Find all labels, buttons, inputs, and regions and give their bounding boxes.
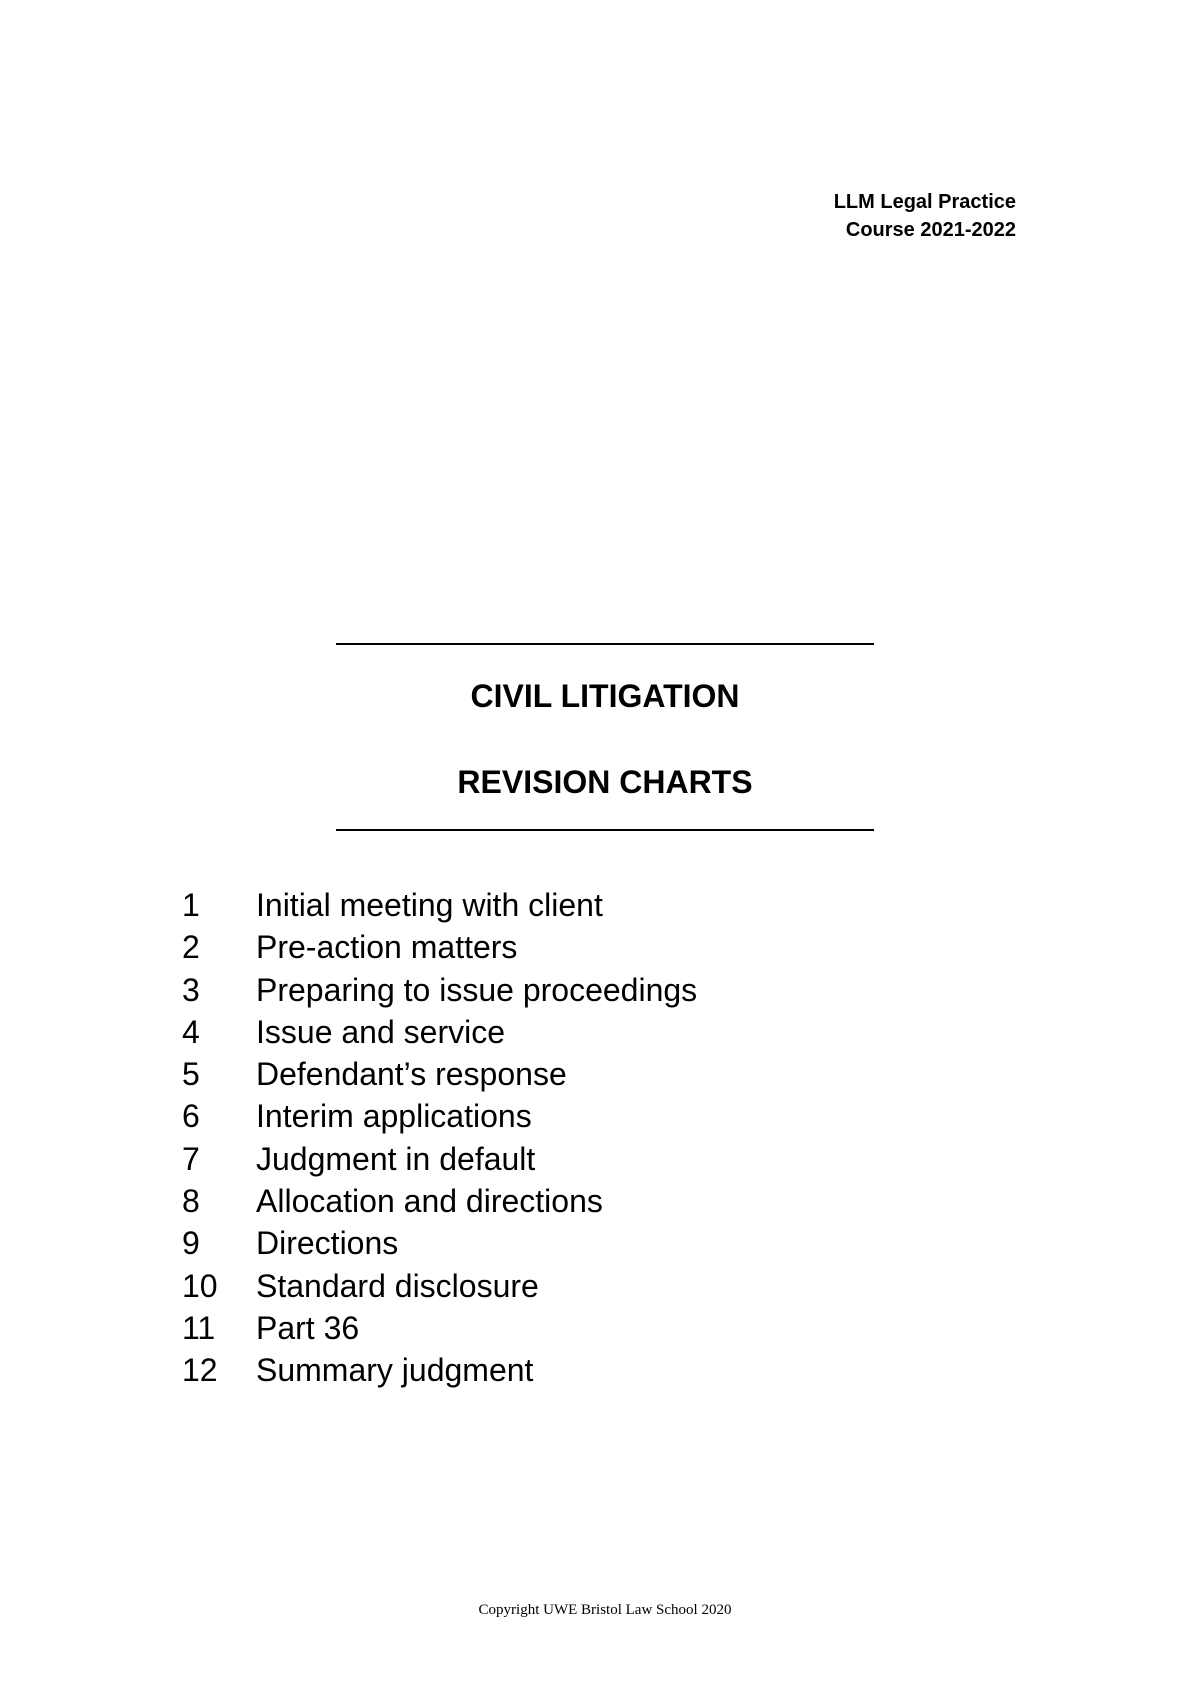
contents-item-label: Part 36 [256, 1309, 360, 1346]
contents-item-label: Judgment in default [256, 1140, 536, 1177]
contents-item [182, 1222, 697, 1264]
document-title: CIVIL LITIGATION [470, 678, 740, 714]
contents-item [182, 969, 697, 1011]
title-rule-top [336, 643, 874, 645]
contents-item [182, 1265, 697, 1307]
contents-item-label: Defendant’s response [256, 1056, 567, 1093]
contents-item [182, 926, 697, 968]
contents-item [182, 1138, 697, 1180]
contents-item [182, 1180, 697, 1222]
course-year: Course 2021-2022 [845, 219, 1016, 241]
contents-item-label: Initial meeting with client [256, 887, 603, 923]
contents-item [182, 1307, 697, 1349]
contents-item-number: 2 [182, 929, 200, 966]
course-header [834, 188, 1016, 244]
contents-item-number: 4 [182, 1013, 200, 1050]
contents-item-number: 9 [182, 1225, 200, 1262]
contents-item [182, 884, 697, 926]
contents-list [182, 884, 697, 1392]
contents-item-number: 10 [182, 1267, 218, 1304]
contents-item-number: 3 [182, 971, 200, 1008]
contents-item-number: 8 [182, 1183, 200, 1220]
contents-item [182, 1349, 697, 1391]
contents-item-number: 5 [182, 1056, 200, 1093]
contents-item-number: 1 [182, 887, 200, 923]
contents-item-label: Pre-action matters [256, 929, 518, 966]
contents-item-label: Standard disclosure [256, 1267, 539, 1304]
contents-item-label: Allocation and directions [256, 1183, 603, 1220]
course-name: LLM Legal Practice [833, 191, 1016, 213]
contents-item-label: Interim applications [256, 1098, 532, 1135]
contents-item-label: Issue and service [256, 1013, 506, 1050]
contents-item-label: Preparing to issue proceedings [256, 971, 698, 1008]
contents-item [182, 1053, 697, 1095]
contents-item [182, 1095, 697, 1137]
copyright-footer: Copyright UWE Bristol Law School 2020 [478, 1602, 732, 1618]
contents-item-number: 12 [182, 1352, 218, 1389]
contents-item-label: Summary judgment [256, 1352, 534, 1389]
contents-item [182, 1011, 697, 1053]
title-rule-bottom [336, 829, 874, 831]
contents-item-number: 6 [182, 1098, 200, 1135]
contents-item-label: Directions [256, 1225, 399, 1262]
contents-item-number: 11 [182, 1309, 216, 1346]
contents-item-number: 7 [182, 1140, 200, 1177]
document-subtitle: REVISION CHARTS [457, 764, 753, 800]
